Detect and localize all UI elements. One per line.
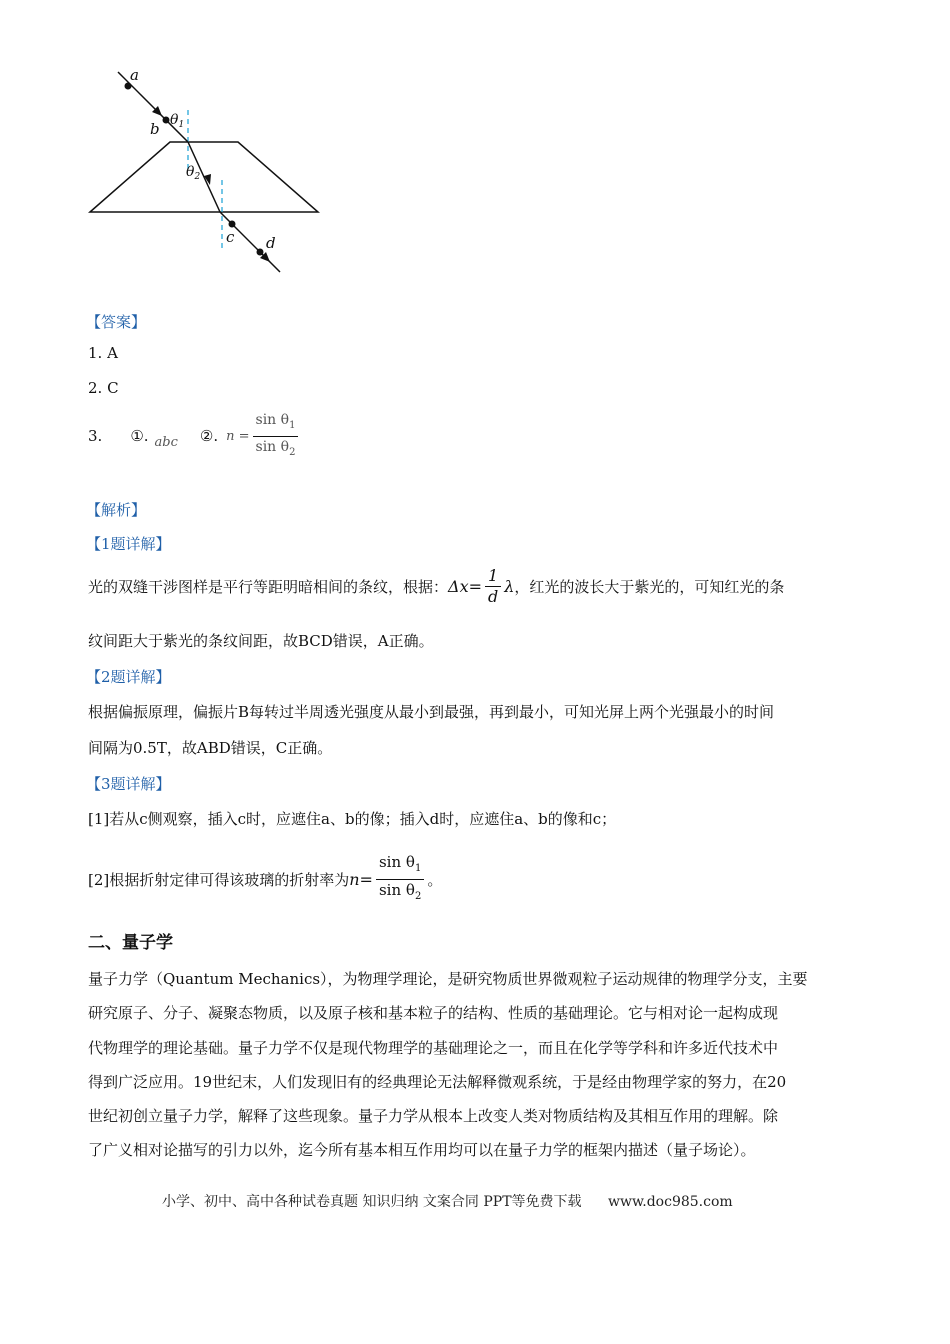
answer-heading: 【答案】 xyxy=(86,313,147,331)
q3-formula-fraction: $\frac{\sin \theta_1}{\sin \theta_2}$ xyxy=(376,852,424,907)
label-b: b xyxy=(150,120,160,138)
answer-item-3-n: n = xyxy=(226,428,250,444)
q1-formula-fraction: $\frac{1}{d}$ xyxy=(485,566,501,607)
answer-item-3-part1-value: abc xyxy=(154,434,178,450)
q2-line-1: 根据偏振原理，偏振片B每转过半周透光强度从最小到最强，再到最小，可知光屏上两个光强最小的时间 xyxy=(88,703,775,721)
answer-item-2: 2. C xyxy=(88,379,119,397)
section-2-title: 二、量子学 xyxy=(88,933,173,953)
section-2-line: 量子力学（Quantum Mechanics），为物理学理论，是研究物质世界微观粒子运动规律的物理学分支，主要 xyxy=(88,970,808,988)
answer-item-3-part2: ②. xyxy=(199,427,219,446)
footer xyxy=(162,1191,733,1211)
q1-heading: 【1题详解】 xyxy=(86,535,171,553)
q1-line-1: 光的双缝干涉图样是平行等距明暗相间的条纹，根据： Δx= $\frac{1}{d}$ λ ，红光的波长大于紫光的，可知红光的条 xyxy=(88,566,785,606)
section-2-line: 世纪初创立量子力学，解释了这些现象。量子力学从根本上改变人类对物质结构及其相互作用的理解。除 xyxy=(88,1107,779,1126)
q2-line-2: 间隔为0.5T，故ABD错误，C正确。 xyxy=(88,739,333,757)
label-a: a xyxy=(130,66,139,84)
section-2-line: 了广义相对论描写的引力以外，迄今所有基本相互作用均可以在量子力学的框架内描述（量子场论）。 xyxy=(88,1141,756,1160)
footer-text: 小学、初中、高中各种试卷真题 知识归纳 文案合同 PPT等免费下载 xyxy=(162,1194,582,1210)
point-c xyxy=(229,221,236,228)
q3-line-2: [2]根据折射定律可得该玻璃的折射率为 n= $\frac{\sin \theta_1}{\sin \theta_2}$ 。 xyxy=(88,852,442,907)
label-theta1: $\theta_1$ xyxy=(170,112,185,130)
point-d xyxy=(257,249,264,256)
footer-url[interactable]: www.doc985.com xyxy=(607,1194,733,1210)
q2-heading: 【2题详解】 xyxy=(86,668,171,686)
q3-heading: 【3题详解】 xyxy=(86,775,171,793)
answer-item-3 xyxy=(88,410,301,463)
answer-item-1: 1. A xyxy=(88,344,118,362)
label-theta2: $\theta_2$ xyxy=(186,164,201,182)
answer-item-3-fraction: $\frac{\sin \theta_1}{\sin \theta_2}$ xyxy=(253,410,299,463)
section-2-line: 得到广泛应用。19世纪末，人们发现旧有的经典理论无法解释微观系统，于是经由物理学家的努力，在20 xyxy=(88,1072,787,1091)
refraction-diagram xyxy=(80,62,340,282)
point-b xyxy=(163,117,170,124)
section-2-line: 研究原子、分子、凝聚态物质，以及原子核和基本粒子的结构、性质的基础理论。它与相对论一起构成现 xyxy=(88,1004,779,1023)
q3-line-1: [1]若从c侧观察，插入c时，应遮住a、b的像；插入d时，应遮住a、b的像和c； xyxy=(88,810,617,828)
label-c: c xyxy=(226,228,235,246)
answer-item-3-part1: ①. xyxy=(130,427,149,446)
label-d: d xyxy=(266,234,276,252)
section-2-line: 代物理学的理论基础。量子力学不仅是现代物理学的基础理论之一，而且在化学等学科和许多近代技术中 xyxy=(88,1038,779,1057)
q1-line-2: 纹间距大于紫光的条纹间距，故BCD错误，A正确。 xyxy=(88,632,434,650)
answer-item-3-number: 3. xyxy=(88,427,103,446)
section-2-body xyxy=(88,962,868,1168)
analysis-heading: 【解析】 xyxy=(86,501,147,519)
